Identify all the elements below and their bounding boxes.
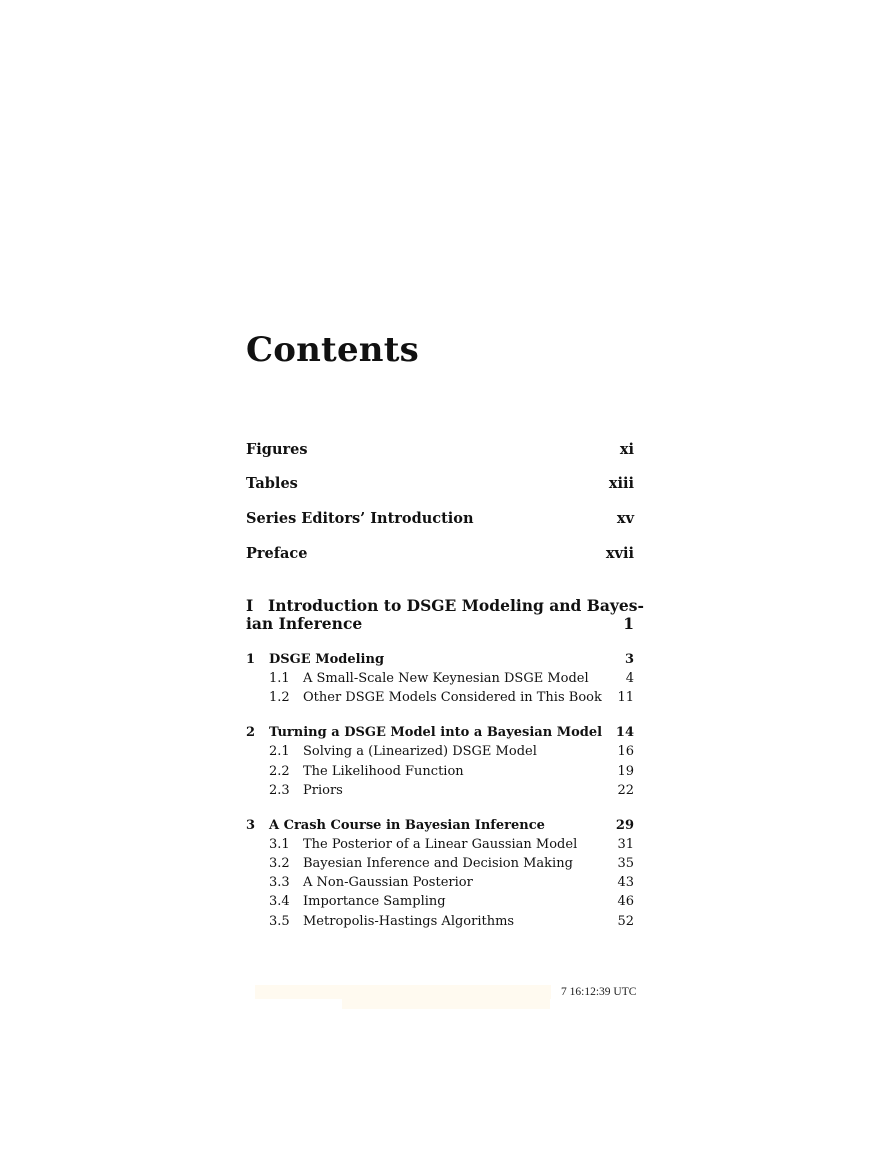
section-title: Other DSGE Models Considered in This Book [303, 690, 602, 705]
section-title: Importance Sampling [303, 894, 446, 909]
section-page: 35 [617, 856, 634, 871]
section-number: 3.1 [269, 837, 290, 852]
part-title-text-1: Introduction to DSGE Modeling and Bayes- [268, 596, 644, 615]
section-page: 46 [617, 894, 634, 909]
toc-entry-page: xiii [608, 475, 634, 492]
section-number: 3.2 [269, 856, 290, 871]
toc-entry-label: Series Editors’ Introduction [246, 510, 474, 527]
part-title-line-2: ian Inference [246, 614, 363, 633]
toc-entry-label: Tables [246, 475, 298, 492]
section-title: The Likelihood Function [303, 764, 464, 779]
chapter-number: 1 [246, 652, 256, 667]
download-timestamp: 7 16:12:39 UTC [561, 986, 637, 998]
chapter-number: 2 [246, 725, 256, 740]
section-title: The Posterior of a Linear Gaussian Model [303, 837, 578, 852]
section-page: 11 [617, 690, 634, 705]
section-page: 16 [617, 744, 634, 759]
chapter-page: 29 [615, 818, 634, 833]
toc-entry-page: xvii [605, 545, 634, 562]
toc-entry-page: xv [616, 510, 634, 527]
section-title: Bayesian Inference and Decision Making [303, 856, 573, 871]
section-title: Metropolis-Hastings Algorithms [303, 914, 515, 929]
section-page: 31 [617, 837, 634, 852]
chapter-title: DSGE Modeling [269, 652, 385, 667]
toc-entry-page: xi [619, 441, 634, 458]
section-page: 22 [617, 783, 634, 798]
chapter-title: A Crash Course in Bayesian Inference [269, 818, 545, 833]
section-page: 4 [625, 671, 634, 686]
chapter-page: 3 [624, 652, 634, 667]
section-number: 2.3 [269, 783, 290, 798]
section-number: 1.1 [269, 671, 290, 686]
toc-entry-label: Figures [246, 441, 308, 458]
section-number: 3.3 [269, 875, 290, 890]
section-title: Priors [303, 783, 343, 798]
part-title-line-1 [246, 596, 644, 615]
section-page: 52 [617, 914, 634, 929]
part-number: I [246, 596, 254, 615]
section-number: 3.4 [269, 894, 290, 909]
section-title: A Small-Scale New Keynesian DSGE Model [303, 671, 589, 686]
toc-entry-label: Preface [246, 545, 308, 562]
chapter-number: 3 [246, 818, 256, 833]
section-page: 19 [617, 764, 634, 779]
toc-part-i[interactable] [246, 596, 644, 633]
section-title: A Non-Gaussian Posterior [303, 875, 473, 890]
chapter-title: Turning a DSGE Model into a Bayesian Model [269, 725, 603, 740]
page-title: Contents [246, 330, 419, 370]
chapter-page: 14 [615, 725, 634, 740]
section-page: 43 [617, 875, 634, 890]
section-title: Solving a (Linearized) DSGE Model [303, 744, 537, 759]
section-number: 1.2 [269, 690, 290, 705]
footer-watermark-band [342, 997, 550, 1009]
section-number: 3.5 [269, 914, 290, 929]
part-page: 1 [623, 614, 634, 633]
section-number: 2.2 [269, 764, 290, 779]
section-number: 2.1 [269, 744, 290, 759]
